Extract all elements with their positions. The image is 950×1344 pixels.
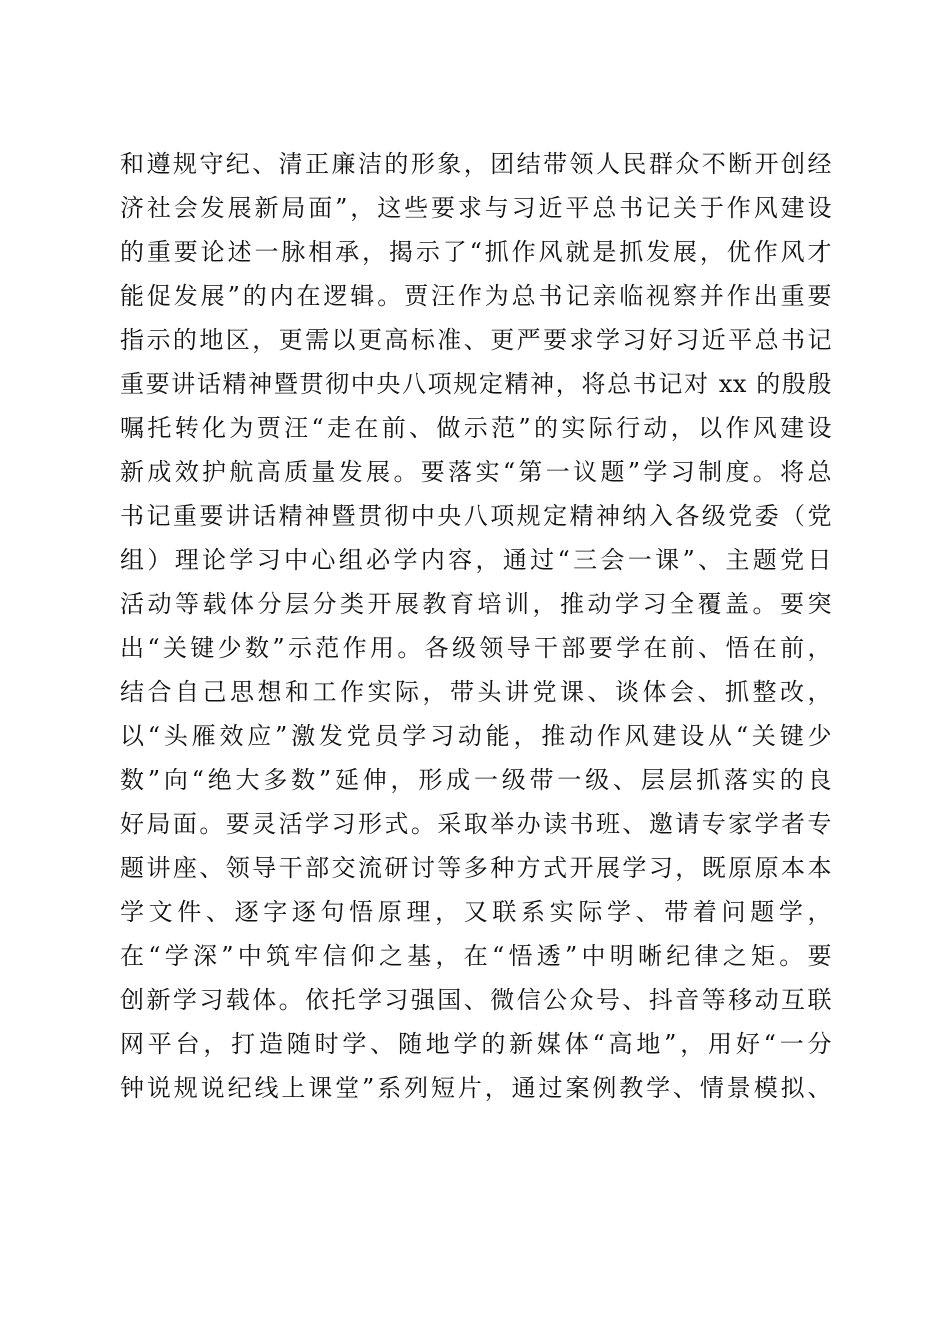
text-line-13: 结合自己思想和工作实际，带头讲党课、谈体会、抓整改， [120, 678, 832, 706]
text-line-6: 重要讲话精神暨贯彻中央八项规定精神，将总书记对 xx 的殷殷 [120, 370, 832, 398]
text-line-19: 在“学深”中筑牢信仰之基，在“悟透”中明晰纪律之矩。要 [120, 942, 832, 970]
text-line-18: 学文件、逐字逐句悟原理，又联系实际学、带着问题学， [120, 898, 832, 926]
text-line-11: 活动等载体分层分类开展教育培训，推动学习全覆盖。要突 [120, 590, 832, 618]
text-line-12: 出“关键少数”示范作用。各级领导干部要学在前、悟在前， [120, 634, 832, 662]
text-line-5: 指示的地区，更需以更高标准、更严要求学习好习近平总书记 [120, 326, 832, 354]
text-line-8: 新成效护航高质量发展。要落实“第一议题”学习制度。将总 [120, 458, 832, 486]
text-line-10: 组）理论学习中心组必学内容，通过“三会一课”、主题党日 [120, 546, 832, 574]
text-line-15: 数”向“绝大多数”延伸，形成一级带一级、层层抓落实的良 [120, 766, 832, 794]
body-text [120, 142, 832, 1110]
text-line-16: 好局面。要灵活学习形式。采取举办读书班、邀请专家学者专 [120, 810, 832, 838]
text-line-3: 的重要论述一脉相承，揭示了“抓作风就是抓发展，优作风才 [120, 238, 832, 266]
text-line-20: 创新学习载体。依托学习强国、微信公众号、抖音等移动互联 [120, 986, 832, 1014]
text-line-22: 钟说规说纪线上课堂”系列短片，通过案例教学、情景模拟、 [120, 1074, 832, 1102]
text-line-17: 题讲座、领导干部交流研讨等多种方式开展学习，既原原本本 [120, 854, 832, 882]
text-line-4: 能促发展”的内在逻辑。贾汪作为总书记亲临视察并作出重要 [120, 282, 832, 310]
text-line-7: 嘱托转化为贾汪“走在前、做示范”的实际行动，以作风建设 [120, 414, 832, 442]
text-line-14: 以“头雁效应”激发党员学习动能，推动作风建设从“关键少 [120, 722, 832, 750]
text-line-21: 网平台，打造随时学、随地学的新媒体“高地”，用好“一分 [120, 1030, 832, 1058]
text-line-2: 济社会发展新局面”，这些要求与习近平总书记关于作风建设 [120, 194, 832, 222]
text-line-1: 和遵规守纪、清正廉洁的形象，团结带领人民群众不断开创经 [120, 150, 832, 178]
text-line-9: 书记重要讲话精神暨贯彻中央八项规定精神纳入各级党委（党 [120, 502, 832, 530]
